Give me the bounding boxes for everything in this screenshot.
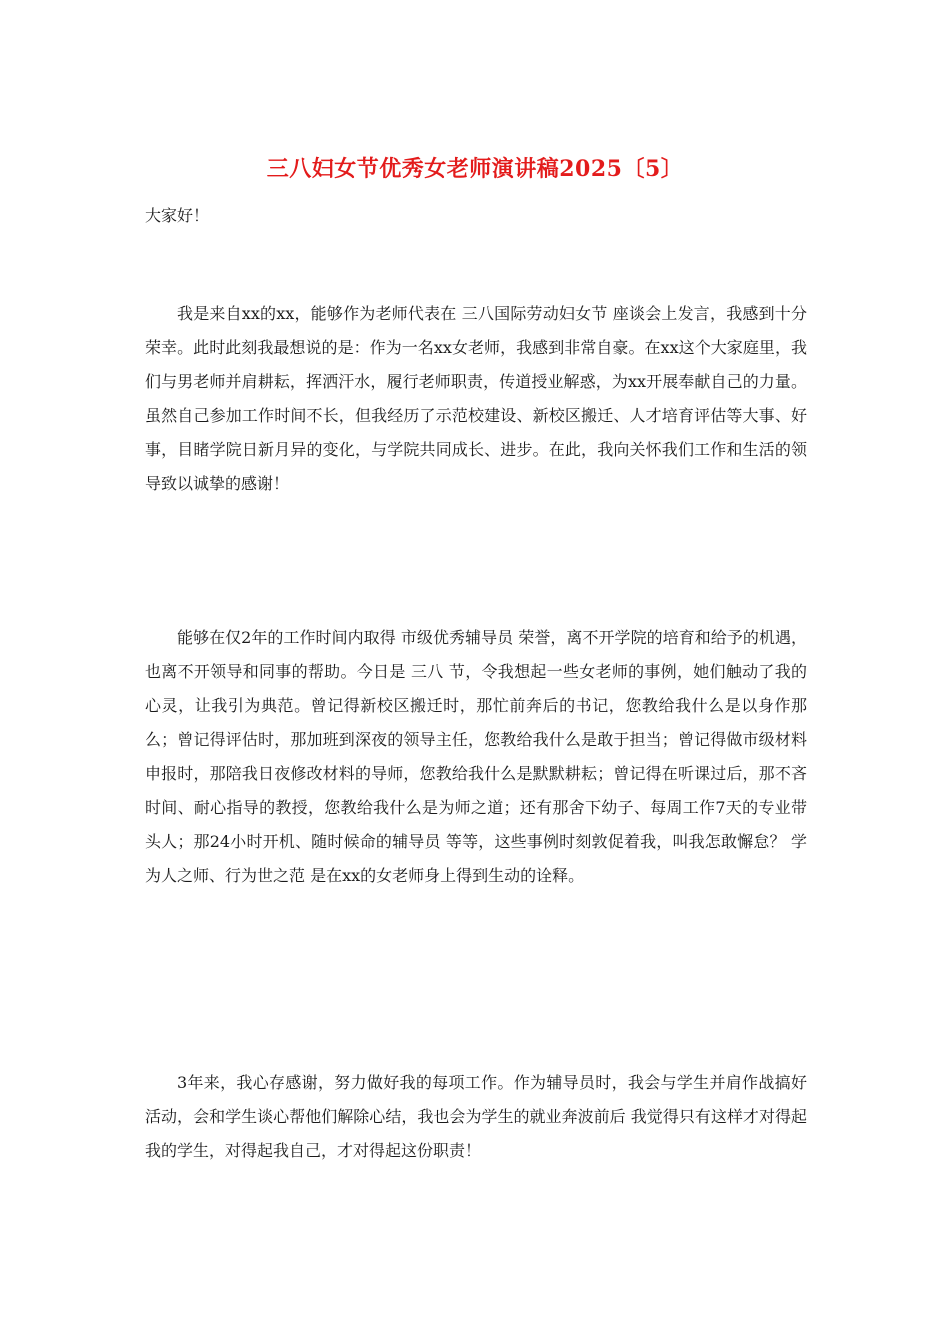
document-title: 三八妇女节优秀女老师演讲稿2025〔5〕 bbox=[266, 156, 684, 182]
paragraph-1: 我是来自xx的xx，能够作为老师代表在 三八国际劳动妇女节 座谈会上发言，我感到十分荣幸。此时此刻我最想说的是：作为一名xx女老师，我感到非常自豪。在xx这个大家庭里，我们与男老师并肩耕耘，挥洒汗水，履行老师职责，传道授业解惑，为xx开展奉献自己的力量。虽然自己参加工作时间不长，但我经历了示范校建设、新校区搬迁、人才培育评估等大事、好事，目睹学院日新月异的变化，与学院共同成长、进步。在此，我向关怀我们工作和生活的领导致以诚挚的感谢！ bbox=[145, 304, 807, 493]
paragraph-2: 能够在仅2年的工作时间内取得 市级优秀辅导员 荣誉，离不开学院的培育和给予的机遇，也离不开领导和同事的帮助。今日是 三八 节，令我想起一些女老师的事例，她们触动了我的心灵，让我引为典范。曾记得新校区搬迁时，那忙前奔后的书记，您教给我什么是以身作那么；曾记得评估时，那加班到深夜的领导主任，您教给我什么是敢于担当；曾记得做市级材料申报时，那陪我日夜修改材料的导师，您教给我什么是默默耕耘；曾记得在听课过后，那不吝时间、耐心指导的教授，您教给我什么是为师之道；还有那舍下幼子、每周工作7天的专业带头人；那24小时开机、随时候命的辅导员 等等，这些事例时刻敦促着我，叫我怎敢懈怠？ 学为人之师、行为世之范 是在xx的女老师身上得到生动的诠释。 bbox=[145, 628, 807, 885]
greeting-text: 大家好！ bbox=[145, 206, 210, 225]
paragraph-3: 3年来，我心存感谢，努力做好我的每项工作。作为辅导员时，我会与学生并肩作战搞好活动，会和学生谈心帮他们解除心结，我也会为学生的就业奔波前后 我觉得只有这样才对得起我的学生，对得起我自己，才对得起这份职责！ bbox=[145, 1073, 807, 1160]
